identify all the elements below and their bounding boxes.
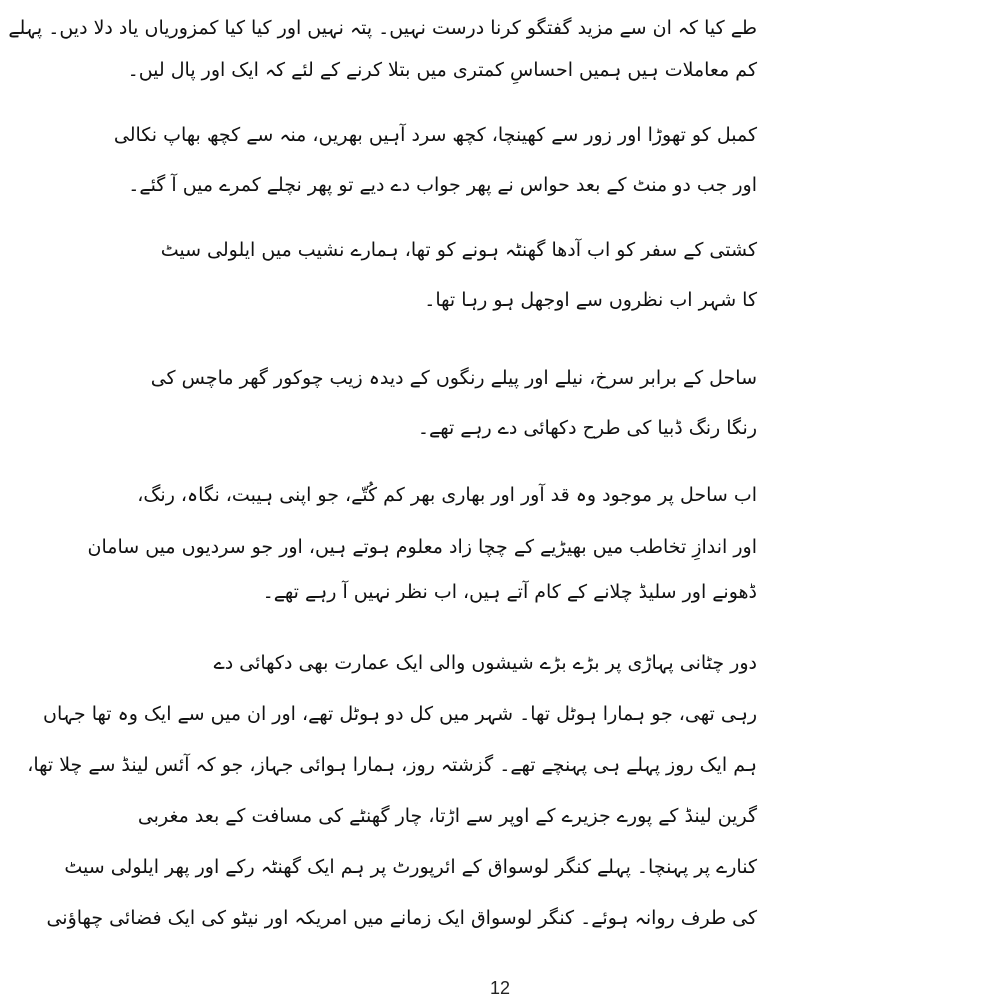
text-line: کی طرف روانہ ہوئے۔ کنگر لوسواق ایک زمانے میں امریکہ اور نیٹو کی ایک فضائی چھاؤنی — [46, 907, 757, 929]
text-line: کا شہر اب نظروں سے اوجھل ہو رہا تھا۔ — [424, 289, 757, 311]
text-line: کم معاملات ہیں ہمیں احساسِ کمتری میں بتلا کرنے کے لئے کہ ایک اور پال لیں۔ — [127, 59, 757, 81]
text-line: کمبل کو تھوڑا اور زور سے کھینچا، کچھ سرد آہیں بھریں، منہ سے کچھ بھاپ نکالی — [113, 124, 757, 146]
text-line: کنارے پر پہنچا۔ پہلے کنگر لوسواق کے ائرپورٹ پر ہم ایک گھنٹہ رکے اور پھر ایلولی سیٹ — [64, 856, 757, 878]
text-line: ساحل کے برابر سرخ، نیلے اور پیلے رنگوں کے دیدہ زیب چوکور گھر ماچس کی — [150, 367, 757, 389]
page-number: 12 — [489, 978, 511, 998]
text-line: گرین لینڈ کے پورے جزیرے کے اوپر سے اڑتا، چار گھنٹے کی مسافت کے بعد مغربی — [137, 805, 757, 827]
text-line: رنگا رنگ ڈبیا کی طرح دکھائی دے رہے تھے۔ — [417, 417, 757, 439]
text-line: اور جب دو منٹ کے بعد حواس نے پھر جواب دے دیے تو پھر نچلے کمرے میں آ گئے۔ — [128, 174, 757, 196]
text-line: ہم ایک روز پہلے ہی پہنچے تھے۔ گزشتہ روز، ہمارا ہوائی جہاز، جو کہ آئس لینڈ سے چلا تھا، — [27, 754, 757, 776]
text-line: طے کیا کہ ان سے مزید گفتگو کرنا درست نہیں۔ پتہ نہیں اور کیا کیا کمزوریاں یاد دلا دیں۔ پہلے — [8, 17, 757, 39]
text-line: کشتی کے سفر کو اب آدھا گھنٹہ ہونے کو تھا، ہمارے نشیب میں ایلولی سیٹ — [160, 239, 757, 261]
text-line: دور چٹانی پہاڑی پر بڑے بڑے شیشوں والی ایک عمارت بھی دکھائی دے — [213, 652, 757, 674]
text-line: اور اندازِ تخاطب میں بھیڑیے کے چچا زاد معلوم ہوتے ہیں، اور جو سردیوں میں سامان — [87, 536, 757, 558]
text-line: ڈھونے اور سلیڈ چلانے کے کام آتے ہیں، اب نظر نہیں آ رہے تھے۔ — [262, 581, 757, 603]
text-line: رہی تھی، جو ہمارا ہوٹل تھا۔ شہر میں کل دو ہوٹل تھے، اور ان میں سے ایک وہ تھا جہاں — [43, 703, 757, 725]
text-line: اب ساحل پر موجود وہ قد آور اور بھاری بھر کم کُتّے، جو اپنی ہیبت، نگاہ، رنگ، — [137, 484, 757, 506]
